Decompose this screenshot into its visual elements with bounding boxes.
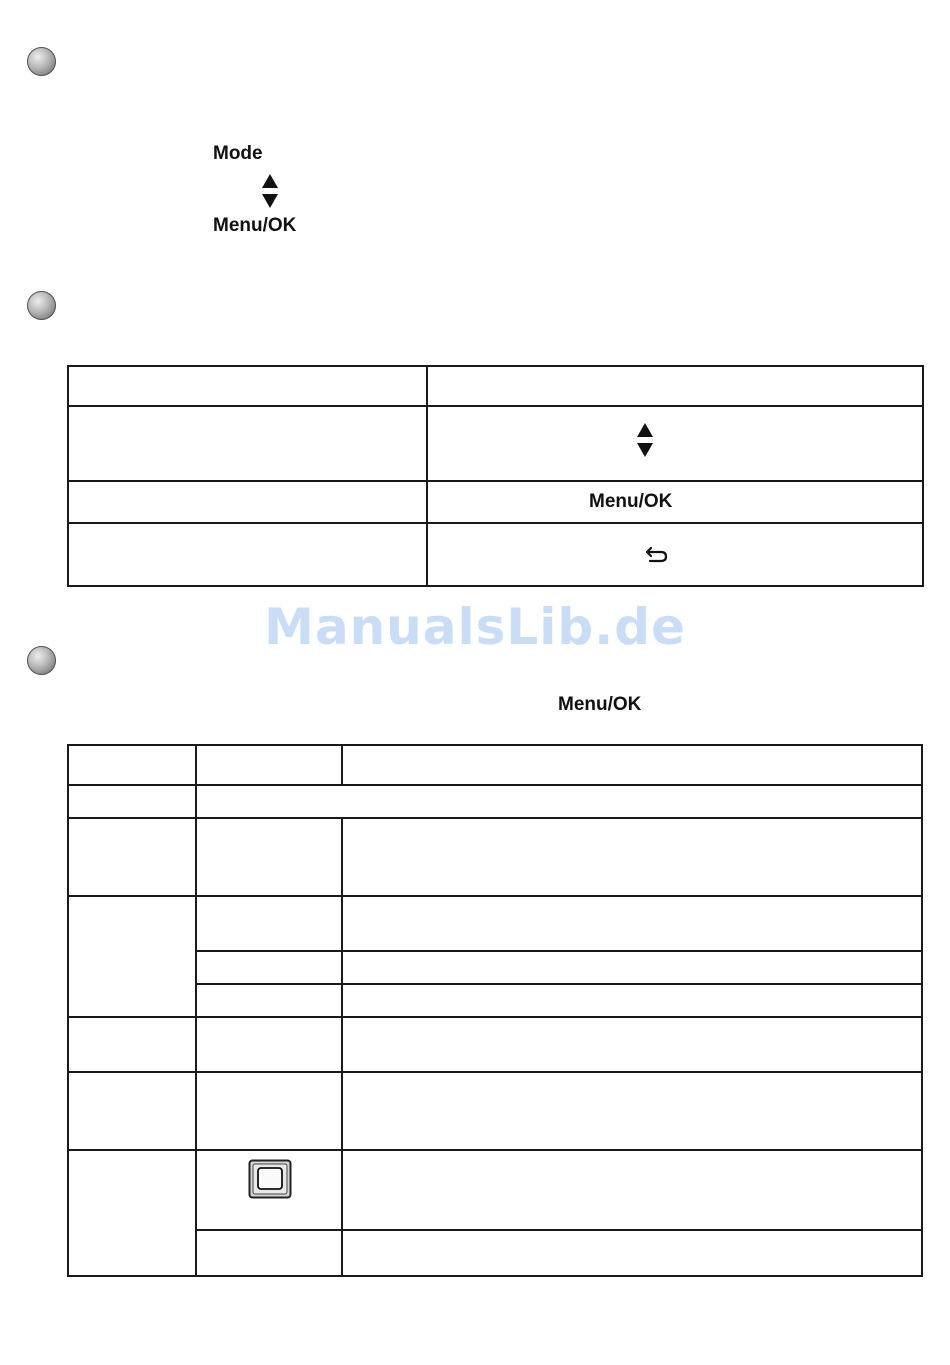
table-row <box>68 896 922 951</box>
table-cell <box>196 745 342 785</box>
frame-border-icon <box>248 1159 292 1199</box>
table-cell <box>196 951 342 984</box>
menu-ok-button-label: Menu/OK <box>213 215 297 236</box>
table-row <box>68 785 922 818</box>
menu-ok-button-label: Menu/OK <box>558 694 642 715</box>
menu-settings-table <box>67 744 923 1277</box>
table-row <box>68 523 923 586</box>
table-cell <box>196 984 342 1017</box>
table-row <box>68 818 922 896</box>
return-arrow-icon <box>645 545 669 565</box>
table-row <box>68 406 923 481</box>
watermark: ManualsLib.de <box>264 598 686 656</box>
menu-ok-label: Menu/OK <box>589 491 673 512</box>
table-row <box>68 1230 922 1276</box>
table-cell <box>342 951 922 984</box>
table-cell <box>196 818 342 896</box>
table-row <box>68 481 923 523</box>
table-cell <box>68 818 196 896</box>
controls-table <box>67 365 924 587</box>
table-row <box>68 1150 922 1230</box>
table-cell <box>196 1017 342 1072</box>
table-cell <box>68 523 427 586</box>
mode-button-label: Mode <box>213 143 263 164</box>
table-cell <box>342 984 922 1017</box>
table-cell <box>68 785 196 818</box>
section-bullet-1 <box>27 47 56 76</box>
table-row <box>68 1072 922 1150</box>
section-bullet-3 <box>27 646 56 675</box>
table-cell <box>68 1150 196 1276</box>
table-cell <box>427 523 923 586</box>
table-cell <box>342 745 922 785</box>
table-row <box>68 951 922 984</box>
table-cell <box>342 1150 922 1230</box>
table-cell <box>342 896 922 951</box>
table-cell <box>68 745 196 785</box>
table-cell <box>68 406 427 481</box>
up-down-arrows-icon <box>261 174 279 210</box>
table-row <box>68 745 922 785</box>
table-cell <box>342 1072 922 1150</box>
table-cell <box>196 1230 342 1276</box>
up-down-arrows-icon <box>636 423 654 459</box>
table-cell <box>196 1150 342 1230</box>
table-cell <box>427 406 923 481</box>
table-row <box>68 366 923 406</box>
table-cell <box>196 1072 342 1150</box>
section-bullet-2 <box>27 291 56 320</box>
table-cell <box>196 785 922 818</box>
table-cell <box>342 1017 922 1072</box>
table-cell <box>68 1072 196 1150</box>
table-cell <box>196 896 342 951</box>
table-cell <box>68 366 427 406</box>
table-cell <box>342 1230 922 1276</box>
table-cell <box>427 481 923 523</box>
table-cell <box>427 366 923 406</box>
table-row <box>68 984 922 1017</box>
table-cell <box>68 896 196 1017</box>
table-cell <box>68 1017 196 1072</box>
table-cell <box>342 818 922 896</box>
table-row <box>68 1017 922 1072</box>
table-cell <box>68 481 427 523</box>
